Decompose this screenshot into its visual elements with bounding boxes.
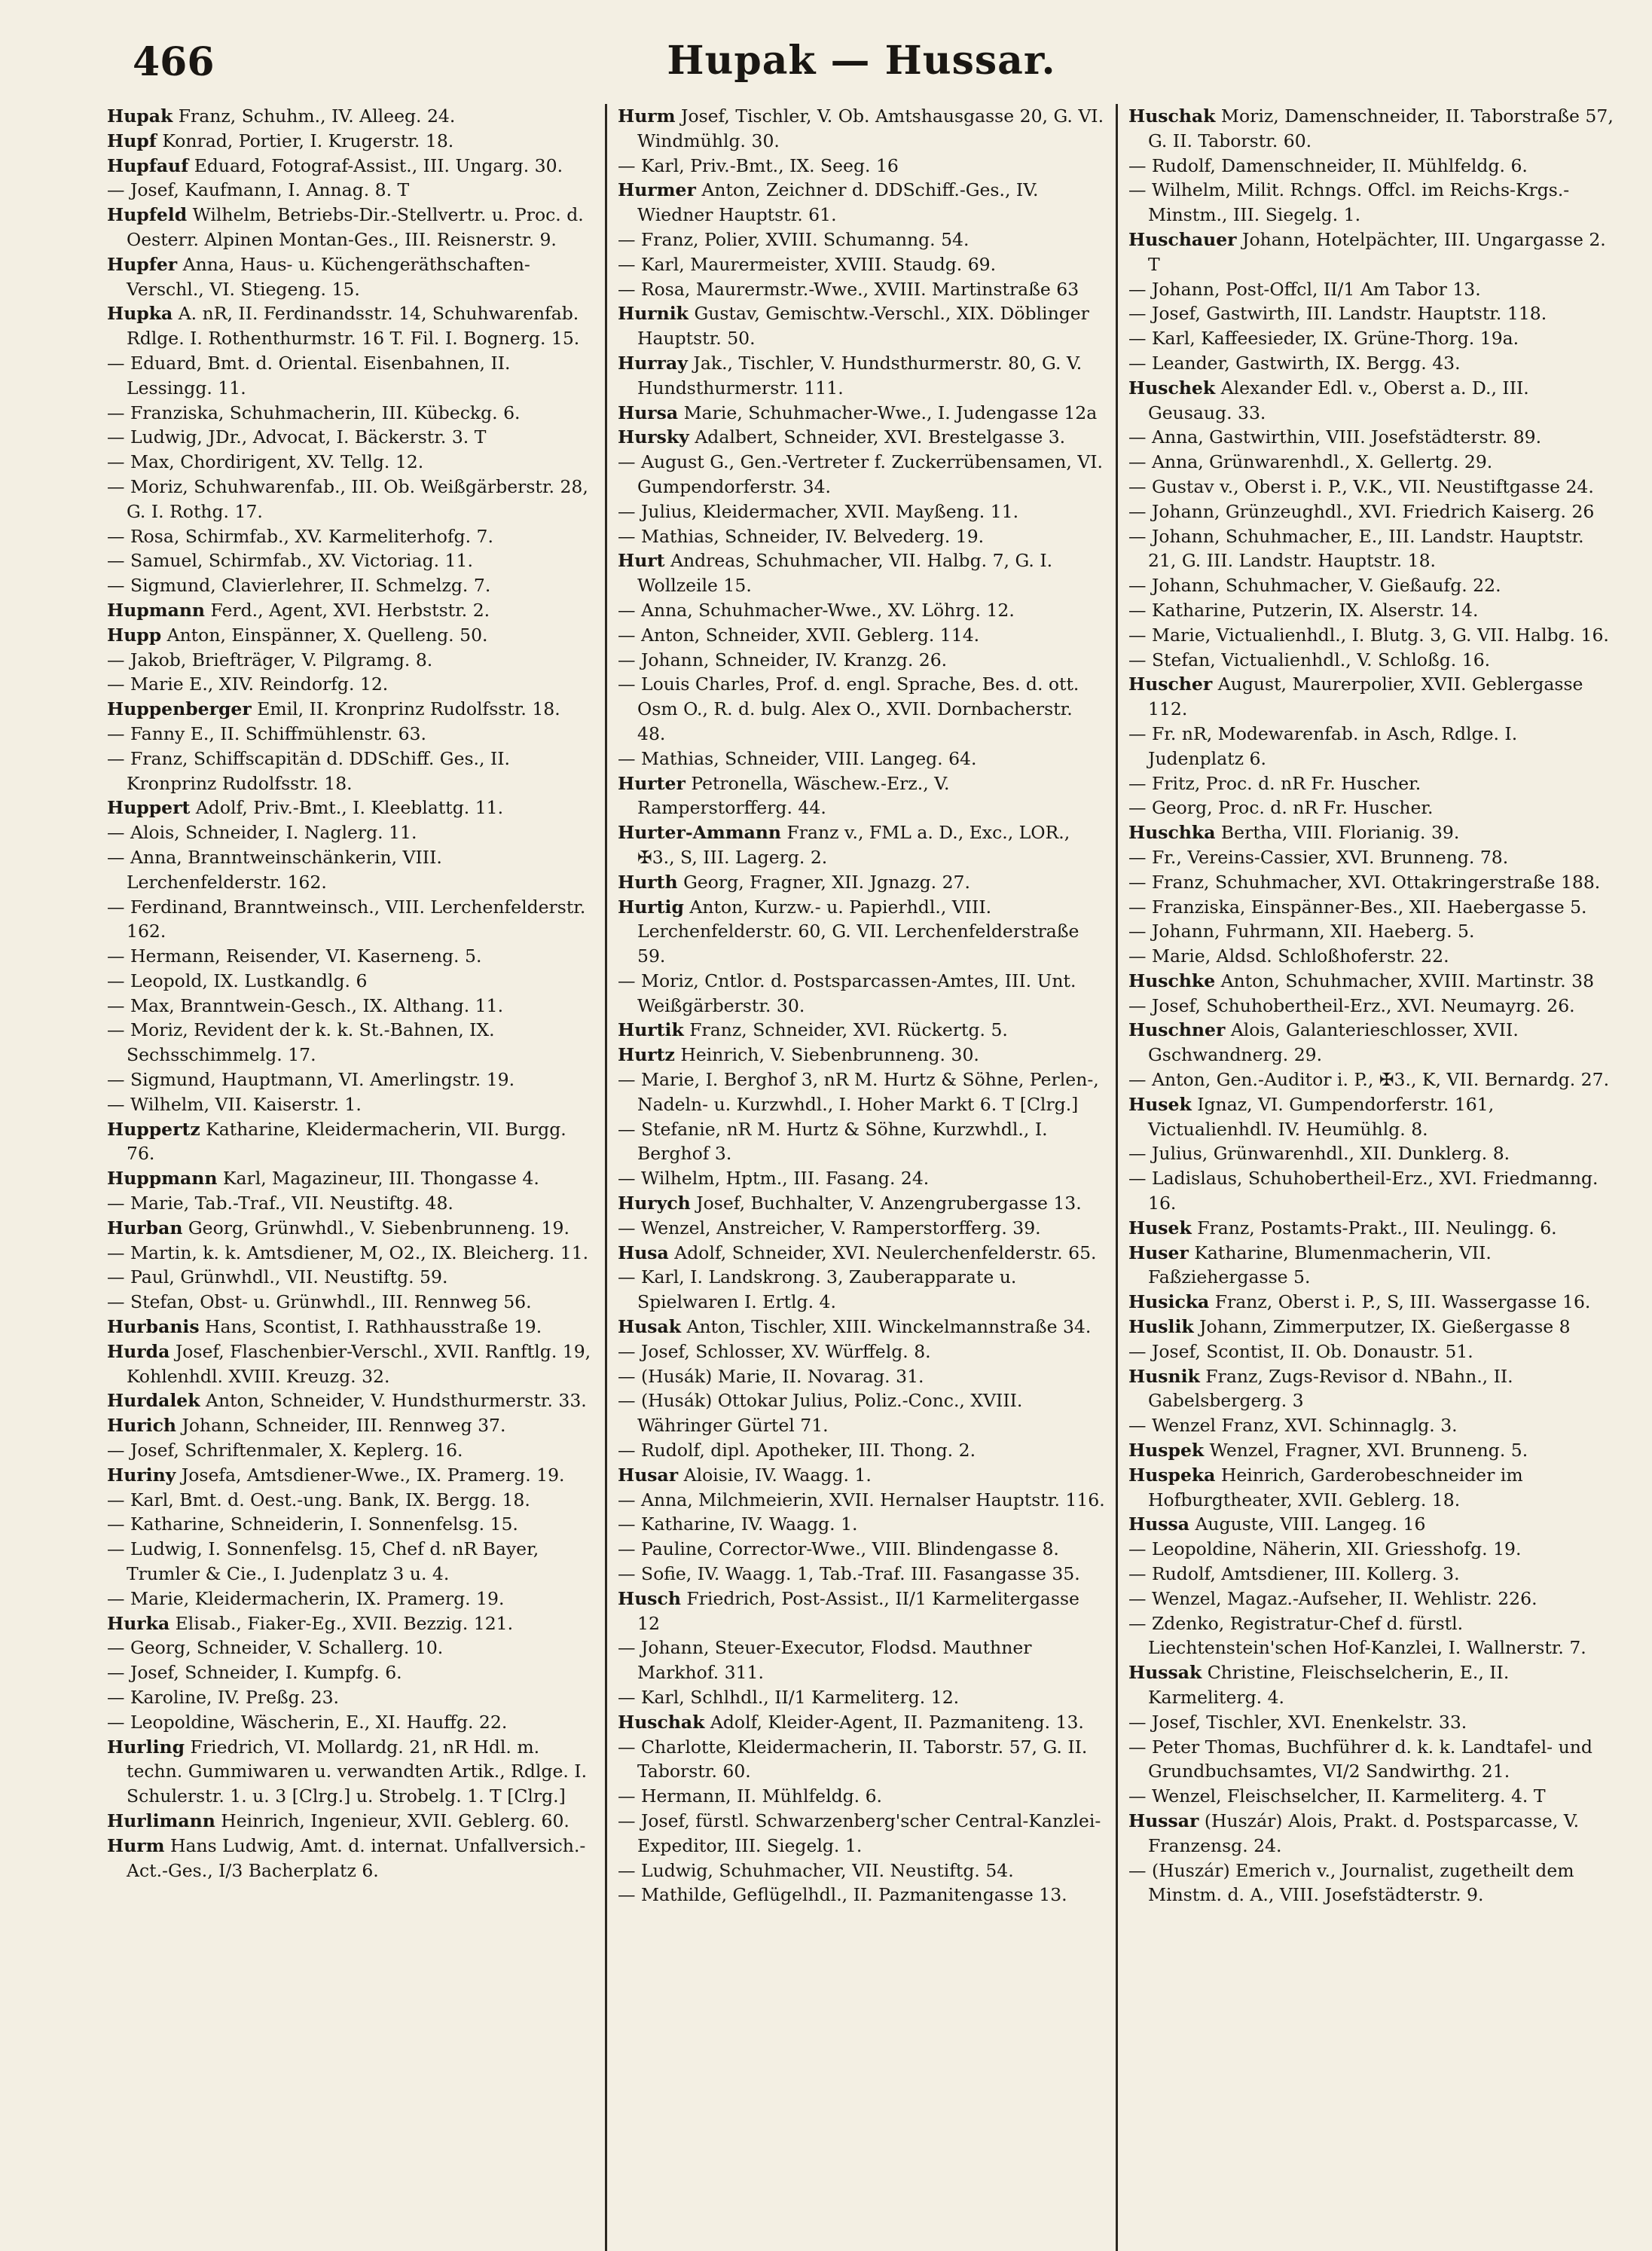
directory-entry: — Eduard, Bmt. d. Oriental. Eisenbahnen, II. Lessingg. 11. — [107, 352, 511, 399]
column-3 — [1116, 104, 1616, 2251]
page-number: 466 — [133, 39, 215, 85]
directory-entry: — Max, Chordirigent, XV. Tellg. 12. — [107, 451, 424, 473]
directory-entry: Hussak Christine, Fleischselcherin, E., II. Karmeliterg. 4. — [1128, 1662, 1510, 1708]
directory-entry: Huschner Alois, Galanterieschlosser, XVII. Gschwandnerg. 29. — [1128, 1019, 1519, 1066]
directory-entry: — Julius, Kleidermacher, XVII. Mayßeng. 11. — [618, 500, 1019, 522]
directory-entry: — Anna, Milchmeierin, XVII. Hernalser Hauptstr. 116. — [618, 1489, 1105, 1510]
directory-entry: Hupka A. nR, II. Ferdinandsstr. 14, Schuhwarenfab. Rdlge. I. Rothenthurmstr. 16 T. Fil. I. Bognerg. 15. — [107, 303, 580, 350]
directory-entry: — Leopoldine, Wäscherin, E., XI. Hauffg. 22. — [107, 1711, 508, 1733]
directory-columns — [107, 104, 1616, 2251]
directory-entry: — Rosa, Schirmfab., XV. Karmeliterhofg. 7. — [107, 525, 493, 547]
directory-entry: — Zdenko, Registratur-Chef d. fürstl. Liechtenstein'schen Hof-Kanzlei, I. Wallnerstr. 7. — [1128, 1612, 1586, 1659]
directory-entry: — Wenzel, Fleischselcher, II. Karmeliterg. 4. T — [1128, 1785, 1546, 1807]
directory-entry: Hurtig Anton, Kurzw.- u. Papierhdl., VIII. Lerchenfelderstr. 60, G. VII. Lerchenfelderstraße 59. — [618, 896, 1079, 967]
directory-entry: Huscher August, Maurerpolier, XVII. Geblergasse 112. — [1128, 673, 1583, 720]
directory-entry: Husnik Franz, Zugs-Revisor d. NBahn., II. Gabelsbergerg. 3 — [1128, 1365, 1513, 1412]
directory-entry: — Josef, Scontist, II. Ob. Donaustr. 51. — [1128, 1340, 1473, 1362]
directory-entry: — Franz, Schiffscapitän d. DDSchiff. Ges., II. Kronprinz Rudolfsstr. 18. — [107, 747, 510, 794]
directory-entry: — Mathilde, Geflügelhdl., II. Pazmanitengasse 13. — [618, 1884, 1067, 1906]
directory-entry: — Fr., Vereins-Cassier, XVI. Brunneng. 78. — [1128, 846, 1509, 868]
directory-entry: — (Husák) Marie, II. Novarag. 31. — [618, 1365, 924, 1387]
directory-entry: — Wenzel Franz, XVI. Schinnaglg. 3. — [1128, 1415, 1458, 1437]
directory-entry: Hurka Elisab., Fiaker-Eg., XVII. Bezzig. 121. — [107, 1612, 514, 1634]
directory-entry: — Johann, Grünzeughdl., XVI. Friedrich Kaiserg. 26 — [1128, 500, 1595, 522]
directory-entry: — Anna, Branntweinschänkerin, VIII. Lerchenfelderstr. 162. — [107, 846, 442, 893]
directory-entry: — Julius, Grünwarenhdl., XII. Dunklerg. 8. — [1128, 1143, 1510, 1165]
directory-entry: — Max, Branntwein-Gesch., IX. Althang. 11. — [107, 994, 504, 1016]
directory-entry: — Charlotte, Kleidermacherin, II. Taborstr. 57, G. II. Taborstr. 60. — [618, 1736, 1088, 1782]
directory-entry: Husek Ignaz, VI. Gumpendorferstr. 161, Victualienhdl. IV. Heumühlg. 8. — [1128, 1093, 1495, 1140]
directory-entry: — Karl, Maurermeister, XVIII. Staudg. 69. — [618, 253, 997, 275]
directory-entry: Hussar (Huszár) Alois, Prakt. d. Postsparcasse, V. Franzensg. 24. — [1128, 1810, 1580, 1856]
directory-entry: — Ludwig, Schuhmacher, VII. Neustiftg. 54. — [618, 1859, 1014, 1881]
directory-entry: — Moriz, Schuhwarenfab., III. Ob. Weißgärberstr. 28, G. I. Rothg. 17. — [107, 475, 588, 522]
directory-entry: — Fritz, Proc. d. nR Fr. Huscher. — [1128, 772, 1421, 794]
directory-entry: — Leopoldine, Näherin, XII. Griesshofg. 19. — [1128, 1538, 1522, 1560]
directory-entry: — Rudolf, Amtsdiener, III. Kollerg. 3. — [1128, 1563, 1460, 1585]
directory-entry: — Ferdinand, Branntweinsch., VIII. Lerchenfelderstr. 162. — [107, 896, 586, 942]
directory-entry: — Josef, Schneider, I. Kumpfg. 6. — [107, 1662, 402, 1684]
directory-entry: — Sigmund, Hauptmann, VI. Amerlingstr. 19. — [107, 1069, 515, 1091]
directory-entry: — Marie, Kleidermacherin, IX. Pramerg. 19. — [107, 1587, 505, 1609]
directory-entry: Hurm Josef, Tischler, V. Ob. Amtshausgasse 20, G. VI. Windmühlg. 30. — [618, 105, 1104, 151]
directory-entry: — Moriz, Cntlor. d. Postsparcassen-Amtes, III. Unt. Weißgärberstr. 30. — [618, 970, 1076, 1016]
directory-entry: — Johann, Fuhrmann, XII. Haeberg. 5. — [1128, 921, 1475, 942]
directory-entry: — Josef, Gastwirth, III. Landstr. Hauptstr. 118. — [1128, 303, 1547, 325]
directory-entry: — Wilhelm, Milit. Rchngs. Offcl. im Reichs-Krgs.-Minstm., III. Siegelg. 1. — [1128, 179, 1570, 226]
directory-entry: — Sigmund, Clavierlehrer, II. Schmelzg. 7. — [107, 575, 491, 597]
directory-entry: Hurth Georg, Fragner, XII. Jgnazg. 27. — [618, 871, 970, 893]
directory-entry: — Anna, Schuhmacher-Wwe., XV. Löhrg. 12. — [618, 599, 1015, 621]
directory-entry: — (Huszár) Emerich v., Journalist, zugetheilt dem Minstm. d. A., VIII. Josefstädterstr. 9. — [1128, 1859, 1574, 1906]
directory-entry: Hursa Marie, Schuhmacher-Wwe., I. Judengasse 12a — [618, 402, 1098, 423]
directory-entry: — Anton, Gen.-Auditor i. P., ✠3., K, VII. Bernardg. 27. — [1128, 1069, 1610, 1091]
directory-entry: — Wenzel, Magaz.-Aufseher, II. Wehlistr. 226. — [1128, 1587, 1537, 1609]
directory-entry: Huschek Alexander Edl. v., Oberst a. D., III. Geusaug. 33. — [1128, 377, 1529, 423]
directory-entry: — Leopold, IX. Lustkandlg. 6 — [107, 970, 368, 991]
directory-entry: — Karl, Kaffeesieder, IX. Grüne-Thorg. 19a. — [1128, 328, 1519, 350]
directory-entry: — Hermann, Reisender, VI. Kaserneng. 5. — [107, 945, 482, 967]
directory-entry: Huppert Adolf, Priv.-Bmt., I. Kleeblattg. 11. — [107, 797, 504, 819]
directory-entry: — Johann, Schneider, IV. Kranzg. 26. — [618, 649, 948, 670]
directory-entry: Hurm Hans Ludwig, Amt. d. internat. Unfallversich.-Act.-Ges., I/3 Bacherplatz 6. — [107, 1834, 586, 1881]
directory-entry: Hurnik Gustav, Gemischtw.-Verschl., XIX. Döblinger Hauptstr. 50. — [618, 303, 1089, 350]
directory-entry: Husak Anton, Tischler, XIII. Winckelmannstraße 34. — [618, 1316, 1092, 1338]
directory-entry: Husicka Franz, Oberst i. P., S, III. Wassergasse 16. — [1128, 1291, 1591, 1313]
directory-entry: Hurich Johann, Schneider, III. Rennweg 37. — [107, 1415, 506, 1437]
directory-entry: — Fanny E., II. Schiffmühlenstr. 63. — [107, 722, 426, 744]
directory-entry: — Karl, Bmt. d. Oest.-ung. Bank, IX. Bergg. 18. — [107, 1489, 530, 1510]
page-header — [107, 30, 1616, 104]
directory-entry: — Paul, Grünwhdl., VII. Neustiftg. 59. — [107, 1266, 448, 1288]
directory-entry: Hurling Friedrich, VI. Mollardg. 21, nR Hdl. m. techn. Gummiwaren u. verwandten Artik., Rdlge. I. Schulerstr. 1. u. 3 [Clrg.] u. Strobelg. 1. T [Clrg.] — [107, 1736, 588, 1807]
directory-entry: Huppmann Karl, Magazineur, III. Thongasse 4. — [107, 1168, 539, 1190]
directory-entry: — Louis Charles, Prof. d. engl. Sprache, Bes. d. ott. Osm O., R. d. bulg. Alex O., XVII. Dornbacherstr. 48. — [618, 673, 1079, 744]
directory-entry: — Johann, Steuer-Executor, Flodsd. Mauthner Markhof. 311. — [618, 1637, 1032, 1684]
directory-entry: — Samuel, Schirmfab., XV. Victoriag. 11. — [107, 550, 473, 572]
directory-entry: Huslik Johann, Zimmerputzer, IX. Gießergasse 8 — [1128, 1316, 1571, 1338]
directory-entry: Husar Aloisie, IV. Waagg. 1. — [618, 1464, 872, 1486]
directory-entry: — Jakob, Briefträger, V. Pilgramg. 8. — [107, 649, 433, 670]
directory-entry: — Alois, Schneider, I. Naglerg. 11. — [107, 822, 417, 844]
directory-entry: Huschak Adolf, Kleider-Agent, II. Pazmaniteng. 13. — [618, 1711, 1084, 1733]
directory-entry: — Johann, Schuhmacher, E., III. Landstr. Hauptstr. 21, G. III. Landstr. Hauptstr. 18. — [1128, 525, 1584, 572]
directory-entry: — Georg, Proc. d. nR Fr. Huscher. — [1128, 797, 1434, 819]
directory-entry: — August G., Gen.-Vertreter f. Zuckerrübensamen, VI. Gumpendorferstr. 34. — [618, 451, 1104, 497]
directory-entry: Huppertz Katharine, Kleidermacherin, VII. Burgg. 76. — [107, 1118, 566, 1165]
directory-entry: — Marie, I. Berghof 3, nR M. Hurtz & Söhne, Perlen-, Nadeln- u. Kurzwhdl., I. Hoher Markt 6. T [Clrg.] — [618, 1069, 1099, 1115]
directory-entry: Huschke Anton, Schuhmacher, XVIII. Martinstr. 38 — [1128, 970, 1595, 991]
directory-entry: Hupfeld Wilhelm, Betriebs-Dir.-Stellvertr. u. Proc. d. Oesterr. Alpinen Montan-Ges., III. Reisnerstr. 9. — [107, 204, 584, 250]
directory-entry: — Johann, Post-Offcl, II/1 Am Tabor 13. — [1128, 278, 1481, 300]
directory-entry: Hupfer Anna, Haus- u. Küchengeräthschaften-Verschl., VI. Stiegeng. 15. — [107, 253, 530, 300]
directory-entry: — Marie E., XIV. Reindorfg. 12. — [107, 673, 389, 695]
directory-entry: — Gustav v., Oberst i. P., V.K., VII. Neustiftgasse 24. — [1128, 475, 1594, 497]
directory-entry: — Ludwig, I. Sonnenfelsg. 15, Chef d. nR Bayer, Trumler & Cie., I. Judenplatz 3 u. 4. — [107, 1538, 539, 1585]
directory-entry: — Franz, Polier, XVIII. Schumanng. 54. — [618, 228, 970, 250]
directory-entry: Hurlimann Heinrich, Ingenieur, XVII. Geblerg. 60. — [107, 1810, 569, 1831]
directory-entry: — Rosa, Maurermstr.-Wwe., XVIII. Martinstraße 63 — [618, 278, 1079, 300]
directory-entry: — Marie, Tab.-Traf., VII. Neustiftg. 48. — [107, 1193, 453, 1214]
directory-entry: — Stefan, Obst- u. Grünwhdl., III. Rennweg 56. — [107, 1291, 532, 1313]
directory-entry: — Mathias, Schneider, VIII. Langeg. 64. — [618, 747, 977, 769]
directory-entry: — Karl, I. Landskrong. 3, Zauberapparate u. Spielwaren I. Ertlg. 4. — [618, 1266, 1017, 1313]
directory-entry: — Karoline, IV. Preßg. 23. — [107, 1687, 340, 1708]
directory-entry: — Karl, Schlhdl., II/1 Karmeliterg. 12. — [618, 1687, 960, 1708]
directory-entry: — Anna, Grünwarenhdl., X. Gellertg. 29. — [1128, 451, 1493, 473]
directory-entry: — Wilhelm, VII. Kaiserstr. 1. — [107, 1093, 362, 1115]
directory-entry: Huspeka Heinrich, Garderobeschneider im Hofburgtheater, XVII. Geblerg. 18. — [1128, 1464, 1523, 1510]
directory-entry: — Karl, Priv.-Bmt., IX. Seeg. 16 — [618, 154, 899, 176]
directory-entry: Hursky Adalbert, Schneider, XVI. Brestelgasse 3. — [618, 426, 1066, 448]
directory-entry: — Ladislaus, Schuhobertheil-Erz., XVI. Friedmanng. 16. — [1128, 1168, 1599, 1214]
directory-entry: — Anton, Schneider, XVII. Geblerg. 114. — [618, 624, 980, 646]
directory-entry: Husa Adolf, Schneider, XVI. Neulerchenfelderstr. 65. — [618, 1242, 1097, 1263]
directory-entry: Hurych Josef, Buchhalter, V. Anzengrubergasse 13. — [618, 1193, 1082, 1214]
directory-entry: — Josef, fürstl. Schwarzenberg'scher Central-Kanzlei-Expeditor, III. Siegelg. 1. — [618, 1810, 1101, 1856]
directory-entry: — Fr. nR, Modewarenfab. in Asch, Rdlge. I. Judenplatz 6. — [1128, 722, 1518, 769]
directory-entry: Huriny Josefa, Amtsdiener-Wwe., IX. Pramerg. 19. — [107, 1464, 565, 1486]
directory-entry: Huschka Bertha, VIII. Florianig. 39. — [1128, 822, 1460, 844]
directory-entry: — Peter Thomas, Buchführer d. k. k. Landtafel- und Grundbuchsamtes, VI/2 Sandwirthg. 21. — [1128, 1736, 1592, 1782]
directory-entry: — Katharine, Schneiderin, I. Sonnenfelsg. 15. — [107, 1513, 518, 1535]
directory-entry: — Josef, Schuhobertheil-Erz., XVI. Neumayrg. 26. — [1128, 994, 1575, 1016]
directory-entry: Hurtz Heinrich, V. Siebenbrunneng. 30. — [618, 1044, 979, 1066]
directory-entry: — Katharine, Putzerin, IX. Alserstr. 14. — [1128, 599, 1479, 621]
directory-entry: Husek Franz, Postamts-Prakt., III. Neulingg. 6. — [1128, 1217, 1557, 1239]
directory-entry: Hurda Josef, Flaschenbier-Verschl., XVII. Ranftlg. 19, Kohlenhdl. XVIII. Kreuzg. 32. — [107, 1340, 591, 1387]
directory-entry: Huser Katharine, Blumenmacherin, VII. Faßziehergasse 5. — [1128, 1242, 1492, 1288]
directory-entry: Hurt Andreas, Schuhmacher, VII. Halbg. 7, G. I. Wollzeile 15. — [618, 550, 1053, 597]
directory-entry: Huschauer Johann, Hotelpächter, III. Ungargasse 2. T — [1128, 228, 1606, 275]
directory-entry: Huschak Moriz, Damenschneider, II. Taborstraße 57, G. II. Taborstr. 60. — [1128, 105, 1614, 151]
directory-entry: Husch Friedrich, Post-Assist., II/1 Karmelitergasse 12 — [618, 1587, 1079, 1634]
directory-entry: Hurbanis Hans, Scontist, I. Rathhausstraße 19. — [107, 1316, 542, 1338]
directory-entry: — Franziska, Einspänner-Bes., XII. Haebergasse 5. — [1128, 896, 1587, 918]
directory-entry: Huppenberger Emil, II. Kronprinz Rudolfsstr. 18. — [107, 698, 560, 720]
directory-entry: — Leander, Gastwirth, IX. Bergg. 43. — [1128, 352, 1461, 374]
column-2 — [605, 104, 1105, 2251]
directory-entry: — Wilhelm, Hptm., III. Fasang. 24. — [618, 1168, 930, 1190]
directory-entry: — Stefanie, nR M. Hurtz & Söhne, Kurzwhdl., I. Berghof 3. — [618, 1118, 1048, 1165]
directory-entry: Hupfauf Eduard, Fotograf-Assist., III. Ungarg. 30. — [107, 154, 563, 176]
directory-entry: — Pauline, Corrector-Wwe., VIII. Blindengasse 8. — [618, 1538, 1059, 1560]
directory-entry: Huspek Wenzel, Fragner, XVI. Brunneng. 5. — [1128, 1440, 1528, 1461]
directory-entry: — Martin, k. k. Amtsdiener, M, O2., IX. Bleicherg. 11. — [107, 1242, 589, 1263]
directory-entry: Hupak Franz, Schuhm., IV. Alleeg. 24. — [107, 105, 456, 127]
directory-entry: — Hermann, II. Mühlfeldg. 6. — [618, 1785, 883, 1807]
directory-entry: — (Husák) Ottokar Julius, Poliz.-Conc., XVIII. Währinger Gürtel 71. — [618, 1390, 1023, 1437]
directory-entry: — Mathias, Schneider, IV. Belvederg. 19. — [618, 525, 985, 547]
directory-entry: Hurray Jak., Tischler, V. Hundsthurmerstr. 80, G. V. Hundsthurmerstr. 111. — [618, 352, 1083, 399]
directory-entry: — Josef, Schriftenmaler, X. Keplerg. 16. — [107, 1440, 463, 1461]
directory-entry: Hurter-Ammann Franz v., FML a. D., Exc., LOR., ✠3., S, III. Lagerg. 2. — [618, 822, 1070, 868]
directory-entry: — Katharine, IV. Waagg. 1. — [618, 1513, 858, 1535]
directory-entry: — Stefan, Victualienhdl., V. Schloßg. 16. — [1128, 649, 1491, 670]
directory-entry: — Georg, Schneider, V. Schallerg. 10. — [107, 1637, 444, 1659]
directory-entry: — Franz, Schuhmacher, XVI. Ottakringerstraße 188. — [1128, 871, 1601, 893]
directory-entry: — Josef, Schlosser, XV. Würffelg. 8. — [618, 1340, 931, 1362]
directory-entry: — Marie, Victualienhdl., I. Blutg. 3, G. VII. Halbg. 16. — [1128, 624, 1609, 646]
directory-entry: — Franziska, Schuhmacherin, III. Kübeckg. 6. — [107, 402, 521, 423]
directory-entry: — Josef, Tischler, XVI. Enenkelstr. 33. — [1128, 1711, 1467, 1733]
directory-entry: Hussa Auguste, VIII. Langeg. 16 — [1128, 1513, 1426, 1535]
column-1 — [107, 104, 594, 2251]
directory-entry: Hurmer Anton, Zeichner d. DDSchiff.-Ges., IV. Wiedner Hauptstr. 61. — [618, 179, 1039, 226]
directory-entry: — Marie, Aldsd. Schloßhoferstr. 22. — [1128, 945, 1449, 967]
running-title: Hupak — Hussar. — [667, 38, 1056, 84]
directory-entry: Hurter Petronella, Wäschew.-Erz., V. Ramperstorfferg. 44. — [618, 772, 950, 819]
directory-entry: Hupmann Ferd., Agent, XVI. Herbststr. 2. — [107, 599, 490, 621]
directory-entry: — Josef, Kaufmann, I. Annag. 8. T — [107, 179, 410, 201]
directory-entry: — Sofie, IV. Waagg. 1, Tab.-Traf. III. Fasangasse 35. — [618, 1563, 1080, 1585]
directory-entry: — Ludwig, JDr., Advocat, I. Bäckerstr. 3. T — [107, 426, 487, 448]
directory-entry: Hurban Georg, Grünwhdl., V. Siebenbrunneng. 19. — [107, 1217, 569, 1239]
directory-entry: Hupp Anton, Einspänner, X. Quelleng. 50. — [107, 624, 488, 646]
directory-entry: — Wenzel, Anstreicher, V. Ramperstorfferg. 39. — [618, 1217, 1041, 1239]
directory-entry: — Rudolf, Damenschneider, II. Mühlfeldg. 6. — [1128, 154, 1528, 176]
directory-entry: Hurdalek Anton, Schneider, V. Hundsthurmerstr. 33. — [107, 1390, 587, 1412]
directory-entry: Hurtik Franz, Schneider, XVI. Rückertg. 5. — [618, 1019, 1008, 1041]
directory-entry: — Moriz, Revident der k. k. St.-Bahnen, IX. Sechsschimmelg. 17. — [107, 1019, 495, 1066]
directory-entry: Hupf Konrad, Portier, I. Krugerstr. 18. — [107, 130, 454, 151]
directory-entry: — Anna, Gastwirthin, VIII. Josefstädterstr. 89. — [1128, 426, 1542, 448]
directory-entry: — Rudolf, dipl. Apotheker, III. Thong. 2. — [618, 1440, 976, 1461]
directory-entry: — Johann, Schuhmacher, V. Gießaufg. 22. — [1128, 575, 1501, 597]
